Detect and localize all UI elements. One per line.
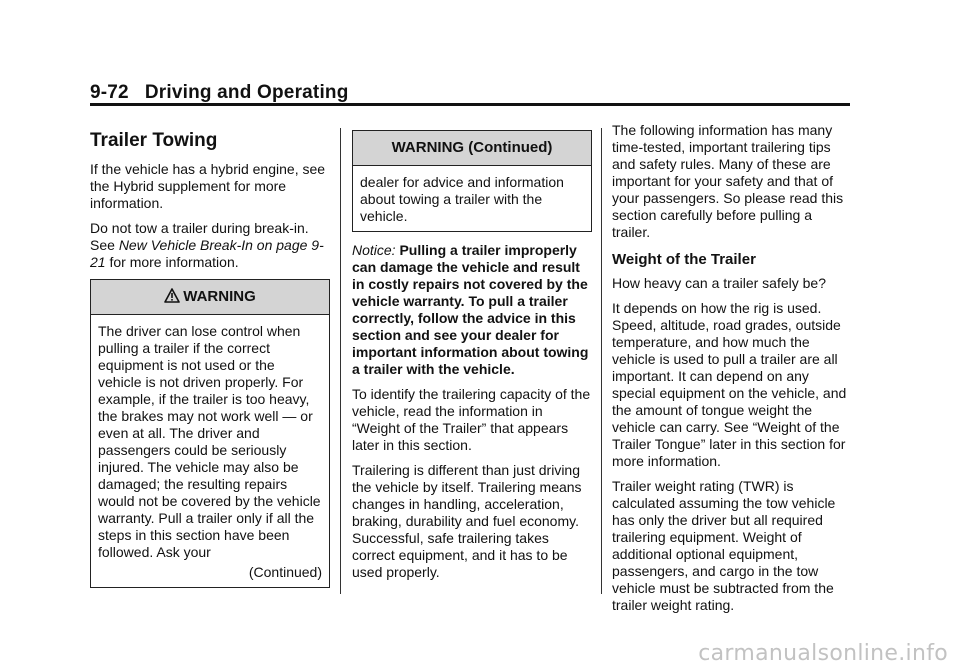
page-header	[90, 82, 349, 104]
paragraph: It depends on how the rig is used. Speed, altitude, road grades, outside temperature, and how much the vehicle is used to pull a trailer are all important. It can depend on any special equipment on the vehicle, and the amount of tongue weight the vehicle can carry. See “Weight of the Trailer Tongue” later in this section for more information.	[612, 300, 847, 469]
column-3	[612, 122, 854, 622]
paragraph: Trailer weight rating (TWR) is calculated assuming the tow vehicle has only the driver but all required trailering equipment. Weight of additional optional equipment, passengers, and cargo in the tow vehicle must be subtracted from the trailer weight rating.	[612, 478, 836, 613]
notice-label: Notice:	[352, 242, 396, 258]
column-divider	[340, 128, 341, 594]
continued-label: (Continued)	[248, 564, 322, 580]
paragraph: Trailering is different than just driving the vehicle by itself. Trailering means changes in handling, acceleration, braking, durability and fuel economy. Successful, safe trailering takes correct equipment, and it has to be used properly.	[352, 462, 582, 580]
watermark: carmanualsonline.info	[698, 641, 948, 666]
paragraph: The following information has many time-tested, important trailering tips and safety rules. Many of these are important for your safety and that of your passengers. So please read this section carefully before pulling a trailer.	[612, 122, 844, 240]
warning-title: WARNING	[183, 288, 256, 305]
page-number: 9-72	[90, 82, 129, 103]
column-divider	[601, 128, 602, 594]
column-2	[352, 122, 592, 589]
paragraph	[90, 220, 330, 271]
paragraph-text: Do not tow a trailer during break-in. See	[90, 220, 309, 253]
section-title: Trailer Towing	[90, 130, 218, 151]
header-rule	[90, 103, 850, 106]
chapter-title: Driving and Operating	[144, 82, 349, 103]
warning-header: WARNING (Continued)	[353, 131, 591, 166]
paragraph-text: for more information.	[109, 254, 239, 270]
warning-text: The driver can lose control when pulling a trailer if the correct equipment is not used or the vehicle is not driven properly. For example, if the trailer is too heavy, the brakes may not work well — or even at all. The driver and passengers could be seriously injured. The vehicle may also be damaged; the resulting repairs would not be covered by the vehicle warranty. Pull a trailer only if all the steps in this section have been followed. Ask your	[98, 323, 321, 560]
warning-triangle-icon	[164, 282, 180, 316]
warning-body	[91, 315, 329, 587]
notice-paragraph	[352, 242, 592, 378]
paragraph: To identify the trailering capacity of the vehicle, read the information in “Weight of the Trailer” that appears later in this section.	[352, 386, 591, 453]
notice-text: Pulling a trailer improperly can damage the vehicle and result in costly repairs not covered by the vehicle warranty. To pull a trailer correctly, follow the advice in this section and see your dealer for important information about towing a trailer with the vehicle.	[352, 242, 589, 377]
warning-box	[90, 279, 330, 588]
paragraph: If the vehicle has a hybrid engine, see the Hybrid supplement for more information.	[90, 161, 326, 211]
warning-box-continued	[352, 130, 592, 232]
subsection-title: Weight of the Trailer	[612, 251, 756, 268]
warning-body: dealer for advice and information about towing a trailer with the vehicle.	[360, 174, 564, 224]
warning-header	[91, 280, 329, 315]
cross-reference-link[interactable]: New Vehicle Break-In on page 9-21	[90, 237, 324, 270]
column-1	[90, 122, 330, 598]
paragraph: How heavy can a trailer safely be?	[612, 275, 826, 291]
